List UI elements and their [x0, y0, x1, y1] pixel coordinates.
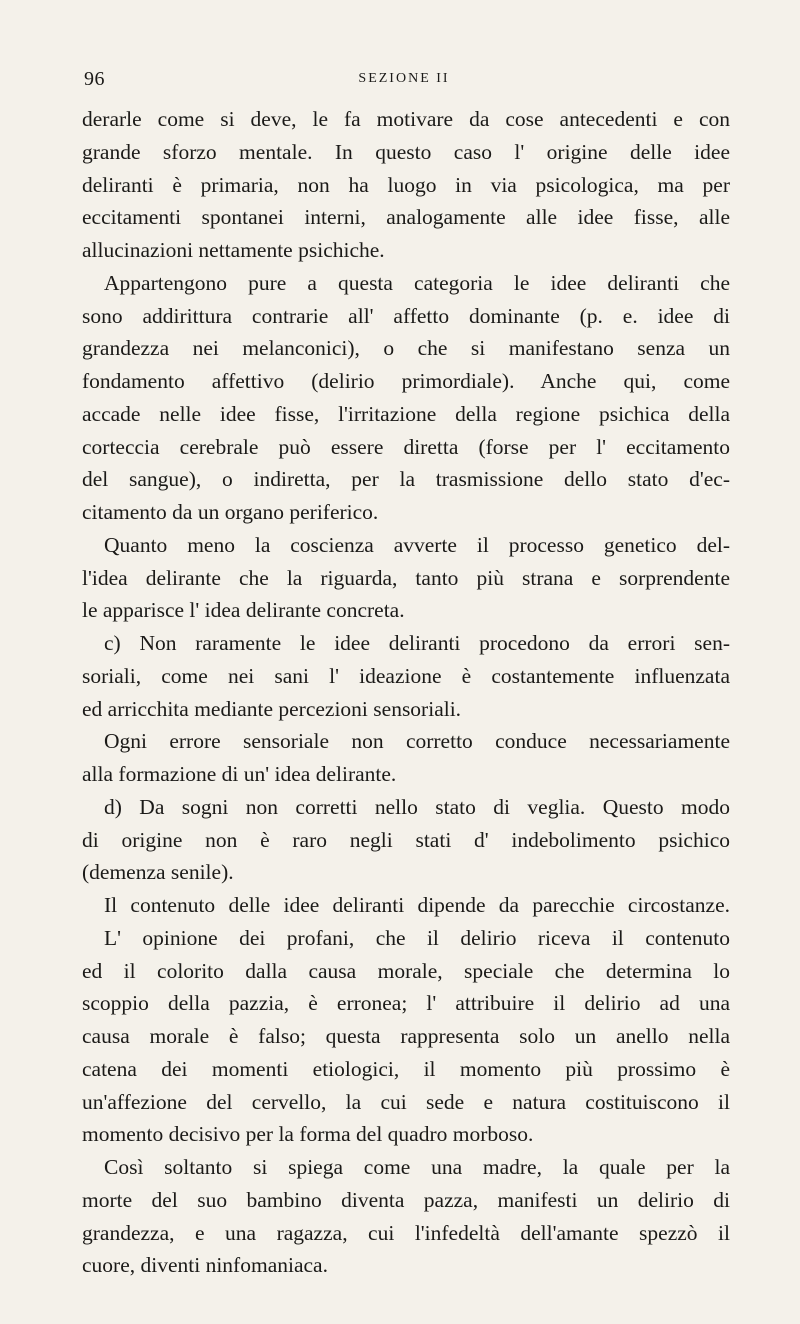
text-line: c) Non raramente le idee deliranti procedono da errori sen- [104, 631, 730, 655]
running-head [84, 68, 724, 94]
text-line: Appartengono pure a questa categoria le idee deliranti che [104, 270, 730, 295]
text-line: eccitamenti spontanei interni, analogamente alle idee fisse, alle [82, 205, 730, 230]
text-line: Quanto meno la coscienza avverte il processo genetico del- [104, 532, 730, 557]
text-line: sono addirittura contrarie all' affetto dominante (p. e. idee di [82, 303, 730, 328]
text-line: fondamento affettivo (delirio primordiale). Anche qui, come [82, 369, 730, 393]
text-line: di origine non è raro negli stati d' indebolimento psichico [82, 827, 730, 852]
text-line: Il contenuto delle idee deliranti dipende da parecchie circostanze. [104, 893, 730, 917]
text-line: citamento da un organo periferico. [82, 500, 379, 524]
text-line: allucinazioni nettamente psichiche. [82, 238, 385, 262]
text-line: le apparisce l' idea delirante concreta. [82, 598, 405, 623]
text-line: cuore, diventi ninfomaniaca. [82, 1253, 328, 1278]
text-line: scoppio della pazzia, è erronea; l' attribuire il delirio ad una [82, 991, 730, 1016]
text-line: L' opinione dei profani, che il delirio riceva il contenuto [104, 925, 730, 950]
text-line: ed arricchita mediante percezioni sensoriali. [82, 696, 462, 721]
text-line: l'idea delirante che la riguarda, tanto più strana e sorprendente [82, 565, 730, 590]
text-line: Così soltanto si spiega come una madre, la quale per la [104, 1155, 730, 1179]
text-line: (demenza senile). [82, 860, 234, 885]
text-line: derarle come si deve, le fa motivare da cose antecedenti e con [82, 107, 730, 131]
text-line: causa morale è falso; questa rappresenta solo un anello nella [82, 1024, 730, 1048]
text-line: grandezza nei melanconici), o che si manifestano senza un [82, 336, 730, 361]
page-number: 96 [84, 68, 105, 90]
text-line: momento decisivo per la forma del quadro morboso. [82, 1122, 534, 1147]
text-line: deliranti è primaria, non ha luogo in via psicologica, ma per [82, 172, 730, 197]
text-line: accade nelle idee fisse, l'irritazione della regione psichica della [82, 401, 730, 426]
text-line: grandezza, e una ragazza, cui l'infedeltà dell'amante spezzò il [82, 1220, 730, 1245]
text-line: grande sforzo mentale. In questo caso l' origine delle idee [82, 139, 730, 164]
text-line: morte del suo bambino diventa pazza, manifesti un delirio di [82, 1187, 730, 1212]
text-line: ed il colorito dalla causa morale, speciale che determina lo [82, 958, 730, 983]
text-line: del sangue), o indiretta, per la trasmissione dello stato d'ec- [82, 467, 730, 492]
text-line: corteccia cerebrale può essere diretta (forse per l' eccitamento [82, 434, 730, 459]
text-line: d) Da sogni non corretti nello stato di veglia. Questo modo [104, 794, 730, 819]
text-line: soriali, come nei sani l' ideazione è costantemente influenzata [82, 663, 730, 688]
section-title: SEZIONE II [358, 71, 450, 86]
text-line: un'affezione del cervello, la cui sede e natura costituiscono il [82, 1089, 730, 1114]
text-line: catena dei momenti etiologici, il momento più prossimo è [82, 1056, 730, 1081]
body-text [82, 103, 730, 1282]
text-line: Ogni errore sensoriale non corretto conduce necessariamente [104, 729, 730, 754]
text-line: alla formazione di un' idea delirante. [82, 762, 397, 786]
